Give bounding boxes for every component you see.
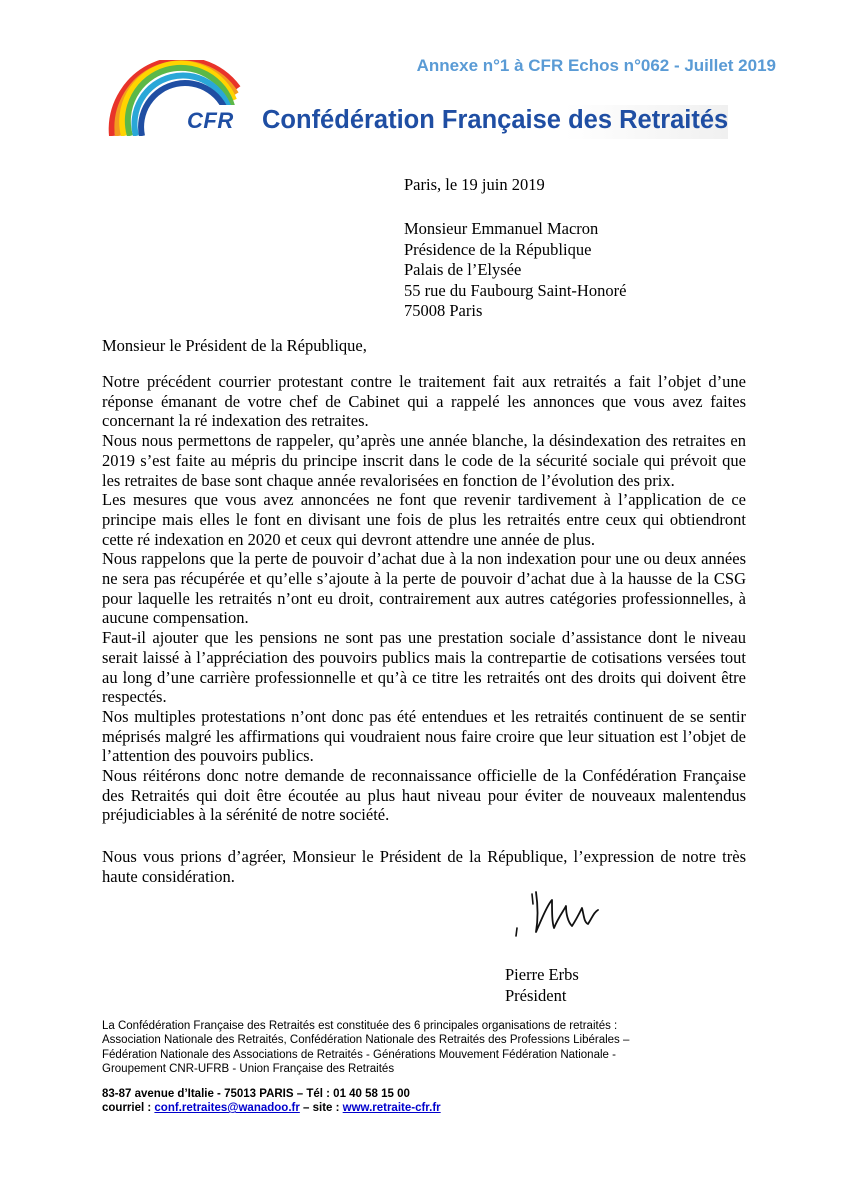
recipient-address	[404, 219, 626, 322]
cfr-logo-text: CFR	[187, 108, 234, 133]
body-paragraph: Nous nous permettons de rappeler, qu’après une année blanche, la désindexation des retraites en 2019 s’est faite au mépris du principe inscrit dans le code de la sécurité sociale qui prévoit que les retraites de base sont chaque année revalorisées en fonction de l’évolution des prix.	[102, 431, 746, 490]
signer-name: Pierre Erbs	[505, 965, 579, 984]
footer	[102, 1019, 742, 1115]
recipient-line: 75008 Paris	[404, 301, 483, 321]
footer-intro-line: Fédération Nationale des Associations de Retraités - Générations Mouvement Fédération Nationale -	[102, 1048, 616, 1061]
body-paragraph: Nos multiples protestations n’ont donc pas été entendues et les retraités continuent de se sentir méprisés malgré les affirmations qui voudraient nous faire croire que leur situation est l’objet de l’attention des pouvoirs publics.	[102, 706, 746, 766]
annex-label: Annexe n°1 à CFR Echos n°062 - Juillet 2019	[416, 56, 776, 75]
site-label: – site :	[299, 1102, 343, 1115]
letter-body	[102, 372, 746, 825]
recipient-line: Palais de l’Elysée	[404, 260, 522, 280]
salutation: Monsieur le Président de la République,	[102, 336, 367, 355]
recipient-line: Monsieur Emmanuel Macron	[404, 219, 599, 238]
footer-contact	[102, 1087, 742, 1116]
handwritten-signature-icon	[508, 884, 608, 944]
closing-formula: Nous vous prions d’agréer, Monsieur le Président de la République, l’expression de notre très haute considération.	[102, 847, 746, 886]
site-link[interactable]: www.retraite-cfr.fr	[342, 1102, 441, 1115]
signer-block	[505, 965, 579, 1006]
footer-intro-line: Groupement CNR-UFRB - Union Française des Retraités	[102, 1063, 395, 1076]
footer-address: 83-87 avenue d’Italie - 75013 PARIS – Tél : 01 40 58 15 00	[102, 1087, 410, 1100]
body-paragraph: Faut-il ajouter que les pensions ne sont pas une prestation sociale d’assistance dont le niveau serait laissé à l’appréciation des pouvoirs publics mais la contrepartie de cotisations versées tout au long d’une carrière professionnelle et qu’à ce titre les retraités ont des droits qui doivent être respectés.	[102, 628, 746, 707]
signer-title: Président	[505, 985, 567, 1005]
body-paragraph: Notre précédent courrier protestant contre le traitement fait aux retraités a fait l’objet d’une réponse émanant de votre chef de Cabinet qui a rappelé les annonces que vous avez faites concernant la ré indexation des retraites.	[102, 372, 746, 431]
footer-intro	[102, 1019, 742, 1077]
body-paragraph: Les mesures que vous avez annoncées ne font que revenir tardivement à l’application de ce principe mais elles le font en divisant une fois de plus les retraités entre ceux qui obtiendront cette ré indexation en 2020 et ceux qui devront attendre une année de plus.	[102, 490, 746, 549]
footer-intro-line: Association Nationale des Retraités, Confédération Nationale des Retraités des Professions Libérales –	[102, 1034, 630, 1047]
email-label: courriel :	[102, 1102, 155, 1115]
organization-name: Confédération Française des Retraités	[262, 106, 729, 134]
letter-date: Paris, le 19 juin 2019	[404, 175, 545, 194]
email-link[interactable]: conf.retraites@wanadoo.fr	[154, 1102, 300, 1115]
body-paragraph: Nous rappelons que la perte de pouvoir d’achat due à la non indexation pour une ou deux années ne sera pas récupérée et qu’elle s’ajoute à la perte de pouvoir d’achat due à la hausse de la CSG pour laquelle les retraités n’ont eu droit, contrairement aux autres catégories professionnelles, à aucune compensation.	[102, 549, 746, 628]
recipient-line: Présidence de la République	[404, 239, 592, 259]
footer-intro-line: La Confédération Française des Retraités est constituée des 6 principales organisations de retraités :	[102, 1020, 618, 1032]
recipient-line: 55 rue du Faubourg Saint-Honoré	[404, 280, 627, 300]
body-paragraph: Nous réitérons donc notre demande de reconnaissance officielle de la Confédération Française des Retraités qui doit être écoutée au plus haut niveau pour éviter de nouveaux malentendus préjudiciables à la sérénité de notre société.	[102, 766, 746, 825]
footer-web-line	[102, 1101, 742, 1115]
